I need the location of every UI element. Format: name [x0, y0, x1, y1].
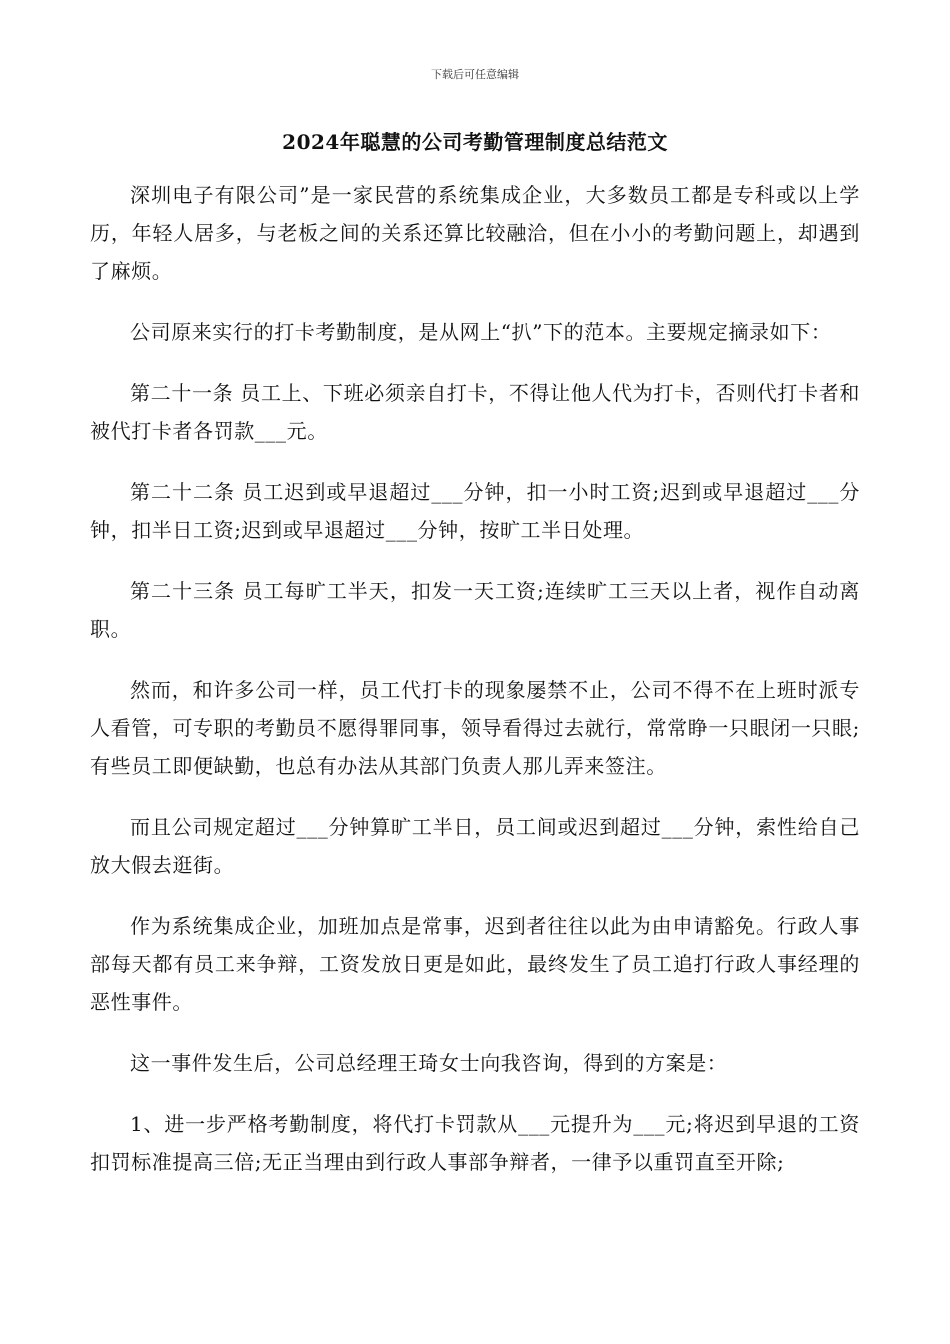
paragraph-article-23: 第二十三条 员工每旷工半天，扣发一天工资;连续旷工三天以上者，视作自动离职。: [90, 579, 860, 641]
paragraph-proxy-punching: 然而，和许多公司一样，员工代打卡的现象屡禁不止，公司不得不在上班时派专人看管，可专职的考勤员不愿得罪同事，领导看得过去就行，常常睁一只眼闭一只眼;有些员工即便缺勤，也总有办法从其部门负责人那儿弄来签注。: [90, 678, 860, 778]
paragraph-overtime-disputes: 作为系统集成企业，加班加点是常事，迟到者往往以此为由申请豁免。行政人事部每天都有员工来争辩，工资发放日更是如此，最终发生了员工追打行政人事经理的恶性事件。: [90, 914, 860, 1014]
document-title: 2024年聪慧的公司考勤管理制度总结范文: [282, 130, 668, 154]
paragraph-article-22: 第二十二条 员工迟到或早退超过___分钟，扣一小时工资;迟到或早退超过___分钟，扣半日工资;迟到或早退超过___分钟，按旷工半日处理。: [90, 480, 860, 542]
paragraph-policy-origin: 公司原来实行的打卡考勤制度，是从网上“扒”下的范本。主要规定摘录如下：: [130, 320, 832, 344]
header-note: 下载后可任意编辑: [431, 68, 519, 81]
paragraph-lateness-loophole: 而且公司规定超过___分钟算旷工半日，员工间或迟到超过___分钟，索性给自己放大假去逛街。: [90, 815, 860, 877]
paragraph-intro: 深圳电子有限公司”是一家民营的系统集成企业，大多数员工都是专科或以上学历，年轻人居多，与老板之间的关系还算比较融洽，但在小小的考勤问题上，却遇到了麻烦。: [90, 183, 860, 283]
document-body: [90, 176, 860, 1204]
paragraph-consultation: 这一事件发生后，公司总经理王琦女士向我咨询，得到的方案是：: [130, 1051, 728, 1075]
paragraph-article-21: 第二十一条 员工上、下班必须亲自打卡，不得让他人代为打卡，否则代打卡者和被代打卡者各罚款___元。: [90, 381, 860, 443]
paragraph-solution-1: 1、进一步严格考勤制度，将代打卡罚款从___元提升为___元;将迟到早退的工资扣罚标准提高三倍;无正当理由到行政人事部争辩者，一律予以重罚直至开除;: [90, 1112, 860, 1174]
